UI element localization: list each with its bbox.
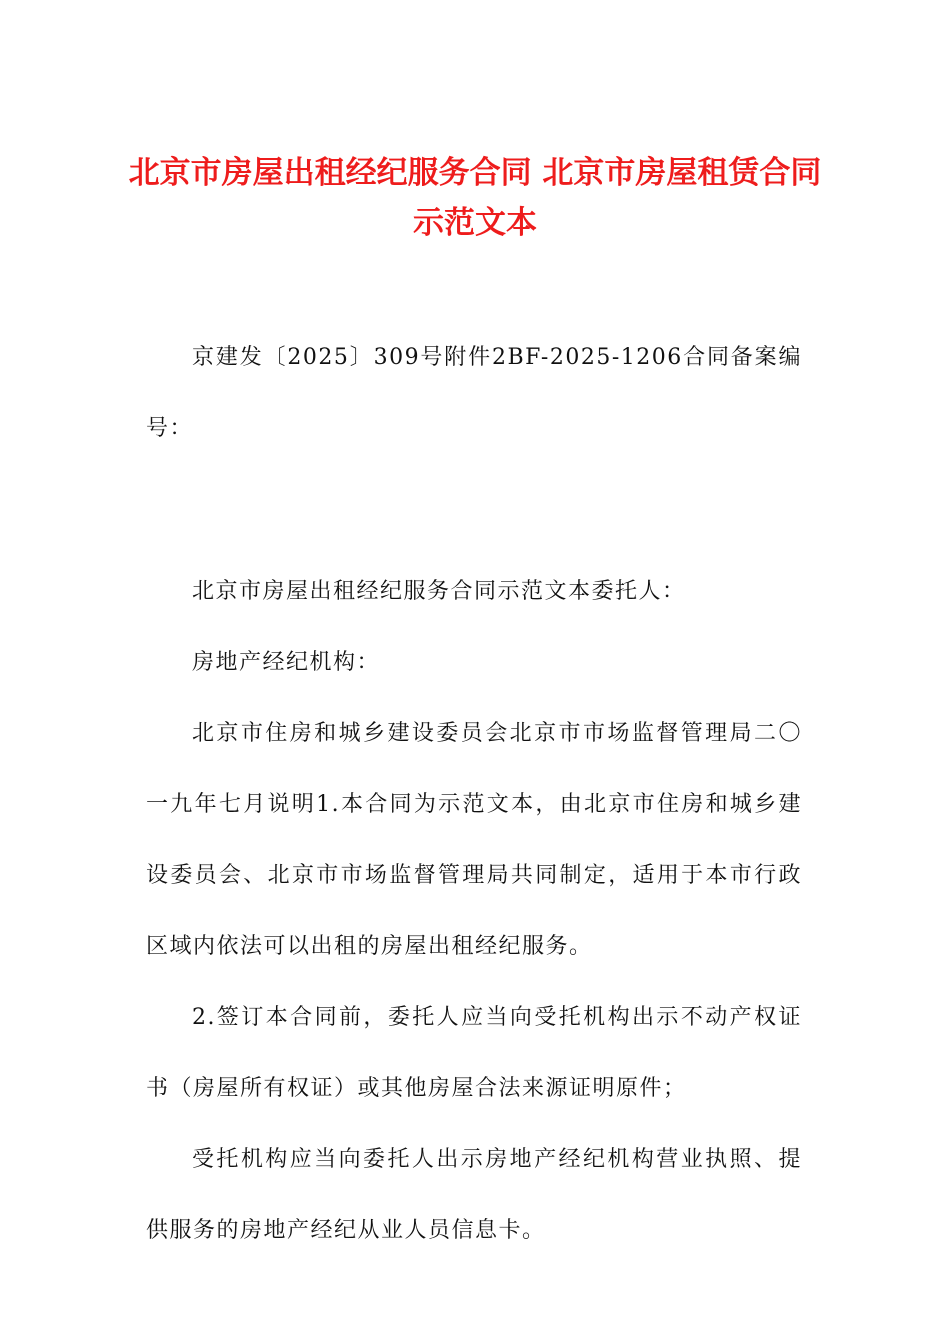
document-body (146, 322, 802, 1266)
agency-paragraph: 房地产经纪机构： (192, 650, 381, 675)
filing-reference-paragraph: 京建发〔2025〕309号附件2BF-2025-1206合同备案编号： (146, 345, 802, 441)
contract-template-client-paragraph: 北京市房屋出租经纪服务合同示范文本委托人： (192, 579, 686, 604)
document-title: 北京市房屋出租经纪服务合同 北京市房屋租赁合同示范文本 (128, 155, 822, 241)
issuer-explanation-paragraph: 北京市住房和城乡建设委员会北京市市场监督管理局二〇一九年七月说明1.本合同为示范文本，由北京市住房和城乡建设委员会、北京市市场监督管理局共同制定，适用于本市行政区域内依法可以出租的房屋出租经纪服务。 (146, 721, 802, 959)
signing-requirement-paragraph: 2.签订本合同前，委托人应当向受托机构出示不动产权证书（房屋所有权证）或其他房屋合法来源证明原件； (146, 1005, 802, 1101)
agency-disclosure-paragraph: 受托机构应当向委托人出示房地产经纪机构营业执照、提供服务的房地产经纪从业人员信息卡。 (146, 1147, 802, 1243)
